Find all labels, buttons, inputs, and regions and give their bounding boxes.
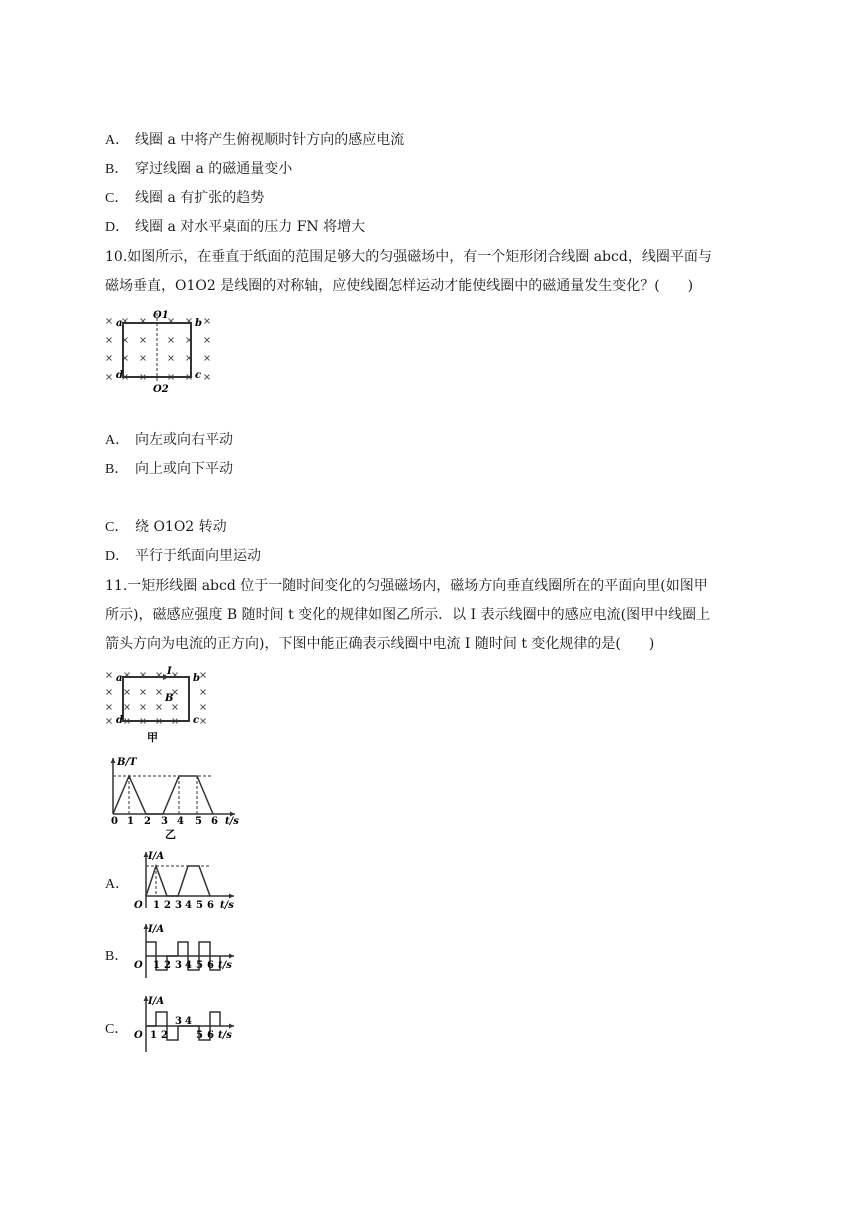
q11-stem-line-3: 箭头方向为电流的正方向)，下图中能正确表示线圈中电流 I 随时间 t 变化规律的是( ) <box>105 636 655 652</box>
y-label: B/T <box>117 757 137 768</box>
option-b-i-vs-t <box>130 922 240 982</box>
label-a: a <box>116 318 123 329</box>
origin-label: O <box>134 960 143 971</box>
tick-3: 3 <box>175 1016 182 1027</box>
tick-4: 4 <box>185 960 192 971</box>
tick-4: 4 <box>185 900 192 911</box>
q10-stem-line-1: 10.如图所示，在垂直于纸面的范围足够大的匀强磁场中，有一个矩形闭合线圈 abcd，线圈平面与 <box>105 249 712 265</box>
q10-option-c: C． 绕 O1O2 转动 <box>105 519 227 535</box>
label-a: a <box>116 673 123 684</box>
label-o2: O2 <box>153 384 169 395</box>
q10-option-c-text: 绕 O1O2 转动 <box>135 519 227 535</box>
label-b: b <box>193 673 200 684</box>
q11-option-b-letter: B． <box>105 949 129 964</box>
tick-labels <box>153 900 214 911</box>
tick-1: 1 <box>153 960 160 971</box>
q10-option-d: D． 平行于纸面向里运动 <box>105 548 261 564</box>
q9-option-d: D． 线圈 a 对水平桌面的压力 FN 将增大 <box>105 219 366 235</box>
origin-label: O <box>134 1030 143 1041</box>
tick-2: 2 <box>164 900 171 911</box>
label-b-field: B <box>165 693 174 704</box>
tick-2: 2 <box>144 816 151 827</box>
q9-option-c: C． 线圈 a 有扩张的趋势 <box>105 190 265 206</box>
tick-6: 6 <box>207 900 214 911</box>
x-arrow-icon <box>229 1024 234 1029</box>
option-c-i-vs-t <box>130 994 240 1056</box>
q11-option-a-graph <box>130 848 240 914</box>
tick-3: 3 <box>161 816 168 827</box>
q10-option-d-text: 平行于纸面向里运动 <box>135 548 261 564</box>
caption-jia: 甲 <box>147 731 158 744</box>
tick-1: 1 <box>153 900 160 911</box>
tick-labels <box>111 816 218 827</box>
q11-stem-line-1: 11.一矩形线圈 abcd 位于一随时间变化的匀强磁场内，磁场方向垂直线圈所在的平面向里(如图甲 <box>105 578 708 594</box>
q10-figure <box>103 308 218 396</box>
q9-option-a: A． 线圈 a 中将产生俯视顺时针方向的感应电流 <box>105 132 405 148</box>
y-label: I/A <box>148 996 165 1007</box>
q11-coil-diagram <box>103 663 218 745</box>
label-o1: O1 <box>153 310 169 321</box>
q11-option-b-graph <box>130 922 240 982</box>
tick-3: 3 <box>175 900 182 911</box>
q11-figure-jia <box>103 663 218 745</box>
label-d: d <box>116 715 123 726</box>
x-label: t/s <box>225 816 239 827</box>
label-c: c <box>195 370 202 381</box>
tick-5: 5 <box>196 1030 203 1041</box>
tick-5: 5 <box>196 960 203 971</box>
b-curve <box>113 776 213 814</box>
tick-4: 4 <box>185 1016 192 1027</box>
origin-label: O <box>134 900 143 911</box>
tick-4: 4 <box>177 816 184 827</box>
q9-option-b-text: 穿过线圈 a 的磁通量变小 <box>135 161 293 177</box>
tick-0: 0 <box>111 816 118 827</box>
q11-figure-yi <box>103 752 243 840</box>
tick-1: 1 <box>150 1030 157 1041</box>
x-arrow-icon <box>229 894 234 899</box>
q11-option-a-letter: A． <box>105 877 130 892</box>
label-i: I <box>167 666 172 677</box>
tick-6: 6 <box>207 960 214 971</box>
x-label: t/s <box>218 1030 232 1041</box>
label-c: c <box>193 715 200 726</box>
y-label: I/A <box>148 924 165 935</box>
q10-stem-line-2: 磁场垂直，O1O2 是线圈的对称轴，应使线圈怎样运动才能使线圈中的磁通量发生变化？( ) <box>105 278 694 294</box>
x-label: t/s <box>218 960 232 971</box>
tick-2: 2 <box>161 1030 168 1041</box>
tick-3: 3 <box>175 960 182 971</box>
q9-option-d-text: 线圈 a 对水平桌面的压力 FN 将增大 <box>135 219 366 235</box>
tick-6: 6 <box>211 816 218 827</box>
q9-option-b: B． 穿过线圈 a 的磁通量变小 <box>105 161 293 177</box>
label-b: b <box>195 318 202 329</box>
q9-option-a-text: 线圈 a 中将产生俯视顺时针方向的感应电流 <box>135 132 405 148</box>
tick-5: 5 <box>196 900 203 911</box>
q10-option-b-text: 向上或向下平动 <box>135 461 233 477</box>
x-label: t/s <box>220 900 234 911</box>
q10-coil-diagram <box>103 308 218 396</box>
tick-1: 1 <box>127 816 134 827</box>
q10-option-b: B． 向上或向下平动 <box>105 461 233 477</box>
q11-stem-line-2: 所示)，磁感应强度 B 随时间 t 变化的规律如图乙所示．以 I 表示线圈中的感应电流(图甲中线圈上 <box>105 607 711 623</box>
tick-5: 5 <box>195 816 202 827</box>
y-arrow-icon <box>111 758 116 763</box>
q11-option-c-letter: C． <box>105 1022 129 1037</box>
q10-option-a: A． 向左或向右平动 <box>105 432 233 448</box>
tick-labels <box>150 1016 214 1041</box>
caption-yi: 乙 <box>165 828 176 840</box>
b-vs-t-graph <box>103 752 243 840</box>
tick-6: 6 <box>207 1030 214 1041</box>
option-a-i-vs-t <box>130 848 240 914</box>
y-label: I/A <box>148 851 165 862</box>
label-d: d <box>116 370 123 381</box>
q11-option-c-graph <box>130 994 240 1056</box>
coil-rectangle <box>123 677 189 721</box>
q9-option-c-text: 线圈 a 有扩张的趋势 <box>135 190 265 206</box>
q10-option-a-text: 向左或向右平动 <box>135 432 233 448</box>
tick-2: 2 <box>164 960 171 971</box>
x-arrow-icon <box>229 954 234 959</box>
